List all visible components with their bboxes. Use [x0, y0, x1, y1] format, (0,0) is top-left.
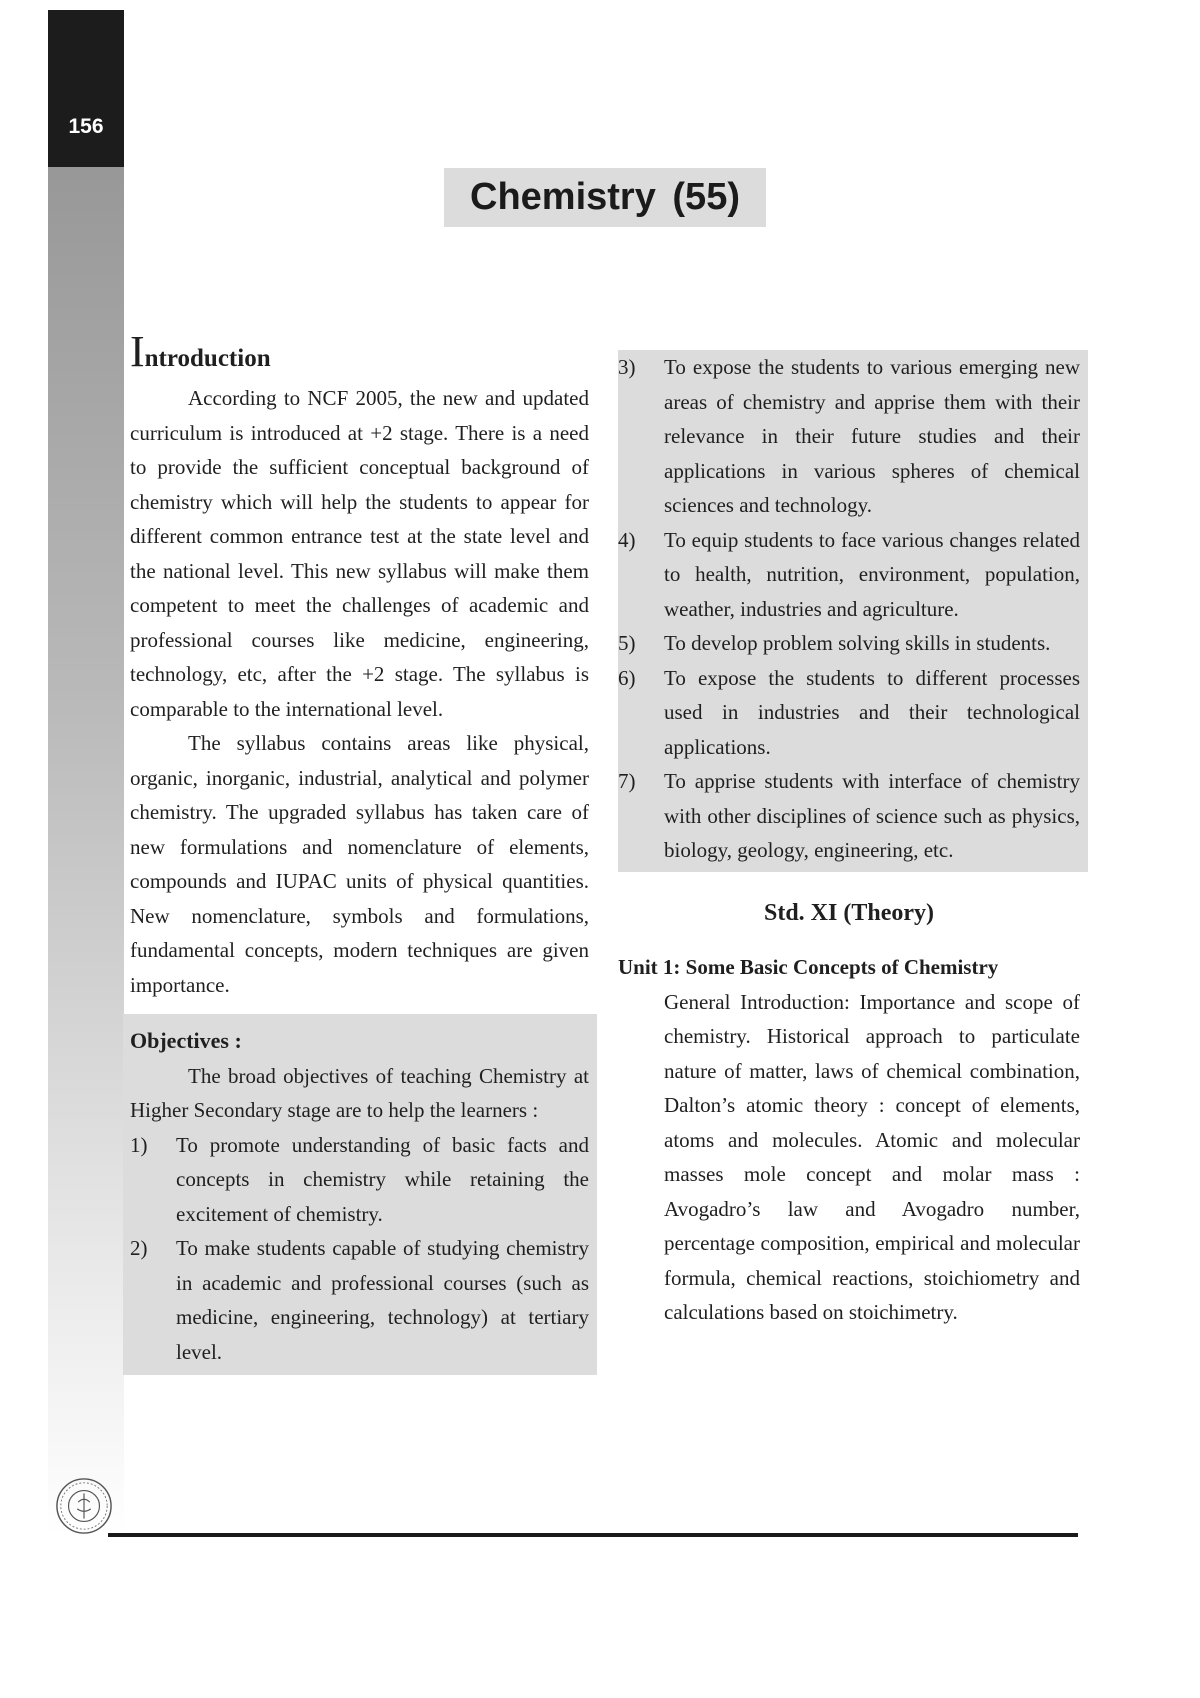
objective-text: To expose the students to various emerging new areas of chemistry and apprise them with their relevance in their future studies and their applications in various spheres of chemical sciences and technology.: [664, 355, 1080, 517]
introduction-heading-initial: I: [130, 327, 145, 376]
objective-number: 4): [618, 527, 636, 552]
objective-item: [130, 1231, 589, 1369]
objectives-intro: The broad objectives of teaching Chemistry at Higher Secondary stage are to help the learners :: [130, 1063, 589, 1122]
objective-item: [130, 1128, 589, 1232]
objectives-list-part1: [130, 1128, 589, 1370]
std-heading: Std. XI (Theory): [763, 899, 934, 926]
objective-number: 5): [618, 631, 636, 655]
objective-number: 1): [130, 1132, 148, 1157]
unit-heading: Unit 1: Some Basic Concepts of Chemistry: [618, 955, 999, 979]
left-column: [130, 327, 589, 1375]
objective-number: 2): [130, 1236, 148, 1260]
unit-body: General Introduction: Importance and scope of chemistry. Historical approach to particulate nature of matter, laws of chemical combination, Dalton’s atomic theory : concept of elements, atoms and molecules. Atomic and molecular masses mole concept and molar mass : Avogadro’s law and Avogadro number, percentage composition, empirical and molecular formula, chemical reactions, stoichiometry and calculations based on stoichimetry.: [664, 989, 1080, 1324]
introduction-heading-rest: ntroduction: [144, 345, 271, 372]
objectives-box: [123, 1014, 597, 1375]
objective-item: [618, 523, 1080, 627]
objective-item: [618, 661, 1080, 765]
intro-paragraph-1: According to NCF 2005, the new and updated curriculum is introduced at +2 stage. There is a need to provide the sufficient conceptual background of chemistry which will help the students to appear for different common entrance test at the state level and the national level. This new syllabus will make them competent to meet the challenges of academic and professional courses like medicine, engineering, technology, etc, after the +2 stage. The syllabus is comparable to the international level.: [130, 386, 589, 721]
emblem-seal-icon: [55, 1477, 113, 1535]
objective-text: To develop problem solving skills in students.: [664, 631, 1051, 655]
objective-item: [618, 764, 1080, 868]
objective-text: To expose the students to different processes used in industries and their technological applications.: [664, 665, 1080, 759]
objective-number: 7): [618, 769, 636, 793]
objective-text: To make students capable of studying chemistry in academic and professional courses (such as medicine, engineering, technology) at tertiary level.: [176, 1236, 589, 1364]
title-banner: [444, 168, 766, 227]
page-number: 156: [68, 115, 104, 138]
objectives-heading: Objectives :: [130, 1028, 242, 1053]
objective-text: To apprise students with interface of chemistry with other disciplines of science such as physics, biology, geology, engineering, etc.: [664, 769, 1080, 862]
right-column: [618, 352, 1080, 1330]
side-gradient-bar: [48, 10, 124, 1535]
objective-number: 3): [618, 355, 636, 379]
objectives-box-continued: [618, 350, 1088, 872]
objective-text: To promote understanding of basic facts and concepts in chemistry while retaining the excitement of chemistry.: [176, 1132, 589, 1226]
objective-item: [618, 626, 1080, 661]
objective-item: [618, 350, 1080, 523]
bottom-rule: [108, 1533, 1078, 1537]
page-title: Chemistry (55): [470, 176, 740, 218]
page-number-tab: [48, 10, 124, 167]
objective-text: To equip students to face various changes related to health, nutrition, environment, population, weather, industries and agriculture.: [664, 527, 1080, 621]
objectives-list-part2: [618, 350, 1080, 868]
intro-paragraph-2: The syllabus contains areas like physical, organic, inorganic, industrial, analytical and polymer chemistry. The upgraded syllabus has taken care of new formulations and nomenclature of elements, compounds and IUPAC units of physical quantities. New nomenclature, symbols and formulations, fundamental concepts, modern techniques are given importance.: [130, 731, 589, 997]
objective-number: 6): [618, 665, 636, 690]
introduction-heading: [130, 327, 589, 379]
